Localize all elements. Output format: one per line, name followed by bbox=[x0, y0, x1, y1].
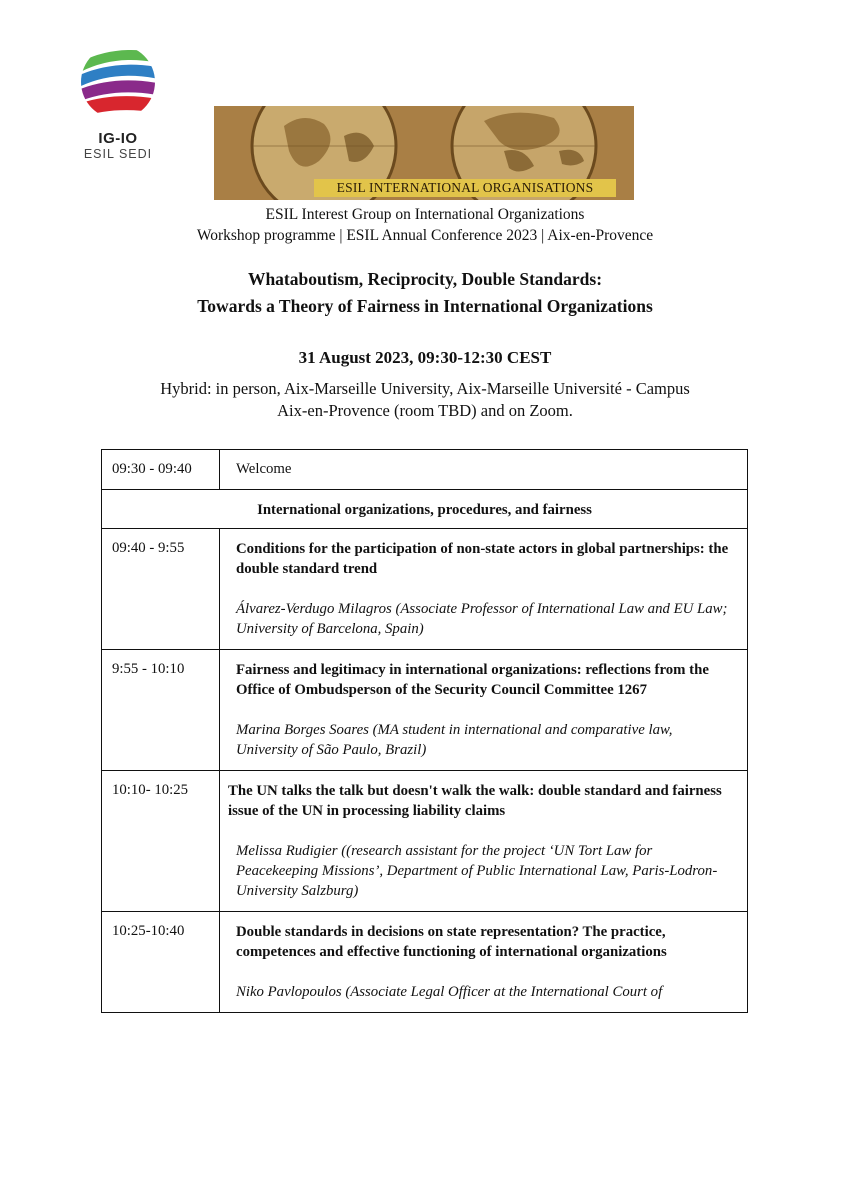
talk-cell bbox=[220, 529, 748, 650]
talk-time: 09:40 - 9:55 bbox=[102, 529, 220, 650]
talk-title: Double standards in decisions on state representation? The practice, competences and effective functioning of international organizations bbox=[236, 924, 667, 960]
table-row bbox=[102, 529, 748, 650]
table-row bbox=[102, 490, 748, 529]
banner-label: ESIL INTERNATIONAL ORGANISATIONS bbox=[314, 179, 616, 197]
venue-line1: Hybrid: in person, Aix-Marseille University, Aix-Marseille Université - Campus bbox=[160, 379, 690, 398]
table-row bbox=[102, 771, 748, 912]
logo-title: IG-IO bbox=[98, 130, 138, 147]
table-row bbox=[102, 650, 748, 771]
welcome-label: Welcome bbox=[220, 450, 748, 490]
talk-time: 9:55 - 10:10 bbox=[102, 650, 220, 771]
talk-title: The UN talks the talk but doesn't walk the walk: double standard and fairness issue of the UN in processing liability claims bbox=[228, 783, 722, 819]
section-heading: International organizations, procedures, and fairness bbox=[102, 490, 748, 529]
talk-cell bbox=[220, 771, 748, 912]
talk-speaker: Niko Pavlopoulos (Associate Legal Officer at the International Court of bbox=[236, 984, 663, 1000]
welcome-time: 09:30 - 09:40 bbox=[102, 450, 220, 490]
talk-speaker: Álvarez-Verdugo Milagros (Associate Professor of International Law and EU Law; University of Barcelona, Spain) bbox=[236, 601, 728, 637]
table-row bbox=[102, 912, 748, 1013]
talk-cell bbox=[220, 912, 748, 1013]
venue-line2: Aix-en-Provence (room TBD) and on Zoom. bbox=[277, 401, 573, 420]
ig-io-logo bbox=[78, 44, 158, 164]
programme-table bbox=[101, 449, 748, 1013]
table-row bbox=[102, 450, 748, 490]
globe-stripes-icon bbox=[78, 44, 158, 128]
talk-time: 10:10- 10:25 bbox=[102, 771, 220, 912]
page-title-line2: Towards a Theory of Fairness in International Organizations bbox=[197, 296, 653, 316]
talk-speaker: Marina Borges Soares (MA student in international and comparative law, University of São Paulo, Brazil) bbox=[236, 722, 673, 758]
talk-title: Conditions for the participation of non-state actors in global partnerships: the double standard trend bbox=[236, 541, 729, 577]
talk-time: 10:25-10:40 bbox=[102, 912, 220, 1013]
workshop-line: Workshop programme | ESIL Annual Conference 2023 | Aix-en-Provence bbox=[196, 227, 654, 244]
event-date: 31 August 2023, 09:30-12:30 CEST bbox=[298, 348, 552, 367]
logo-subtitle: ESIL SEDI bbox=[83, 147, 153, 161]
talk-title: Fairness and legitimacy in international organizations: reflections from the Office of Ombudsperson of the Security Council Committee 1267 bbox=[236, 662, 709, 698]
map-banner bbox=[214, 106, 634, 200]
interest-group-line: ESIL Interest Group on International Organizations bbox=[265, 206, 585, 223]
page-title-line1: Whataboutism, Reciprocity, Double Standards: bbox=[247, 269, 603, 289]
talk-speaker: Melissa Rudigier ((research assistant for the project ‘UN Tort Law for Peacekeeping Missions’, Department of Public International Law, Paris-Lodron-University Salzburg) bbox=[236, 843, 718, 899]
talk-cell bbox=[220, 650, 748, 771]
